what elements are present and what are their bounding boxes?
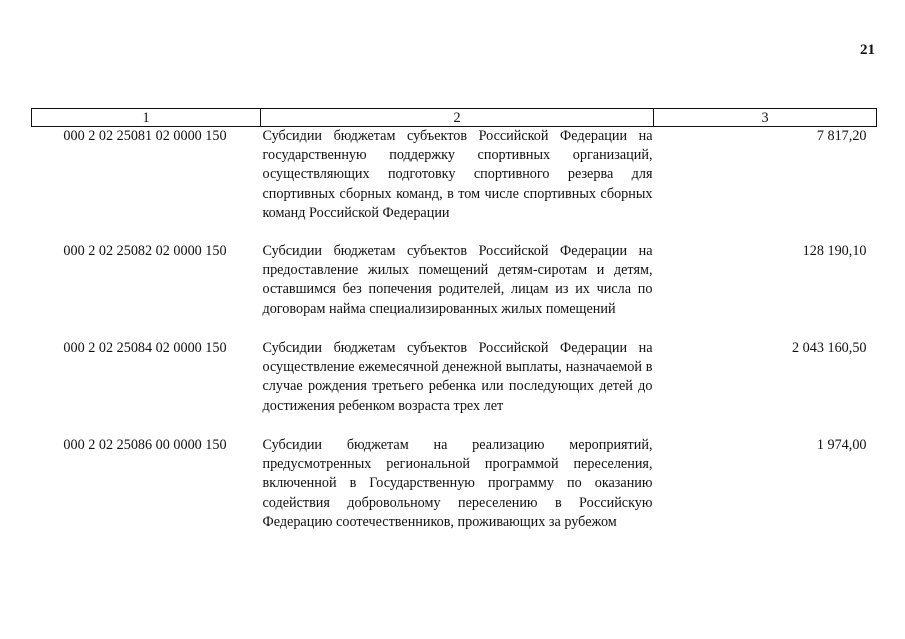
budget-code-cell: 000 2 02 25082 02 0000 150: [63, 243, 227, 259]
table-row: [32, 339, 877, 436]
table-row: [32, 436, 877, 532]
table-header-row: [32, 109, 877, 127]
budget-code-cell: 000 2 02 25084 02 0000 150: [63, 340, 227, 356]
page-number: 21: [860, 42, 875, 58]
column-header-description: 2: [261, 109, 654, 127]
description-cell: Субсидии бюджетам на реализацию мероприятий, предусмотренных региональной программой переселения, включенной в Государственную программу по оказанию содействия добровольному переселению в Российскую Федерацию соотечественников, проживающих за рубежом: [262, 437, 653, 530]
budget-revenue-table: [31, 108, 877, 532]
description-cell: Субсидии бюджетам субъектов Российской Федерации на осуществление ежемесячной денежной выплаты, назначаемой в случае рождения третьего ребенка или последующих детей до достижения ребенком возраста трех лет: [262, 340, 653, 414]
amount-cell: 128 190,10: [802, 243, 867, 259]
table-row: [32, 242, 877, 339]
budget-code-cell: 000 2 02 25086 00 0000 150: [63, 437, 227, 453]
description-cell: Субсидии бюджетам субъектов Российской Федерации на государственную поддержку спортивных организаций, осуществляющих подготовку спортивного резерва для спортивных сборных команд, в том числе спортивных сборных команд Российской Федерации: [262, 128, 653, 221]
column-header-code: 1: [32, 109, 261, 127]
description-cell: Субсидии бюджетам субъектов Российской Федерации на предоставление жилых помещений детям-сиротам и детям, оставшимся без попечения родителей, лицам из их числа по договорам найма специализированных жилых помещений: [262, 243, 653, 317]
amount-cell: 1 974,00: [816, 437, 867, 453]
budget-code-cell: 000 2 02 25081 02 0000 150: [63, 128, 227, 144]
column-header-amount: 3: [654, 109, 877, 127]
amount-cell: 2 043 160,50: [792, 340, 867, 356]
amount-cell: 7 817,20: [816, 128, 867, 144]
table-row: [32, 127, 877, 243]
